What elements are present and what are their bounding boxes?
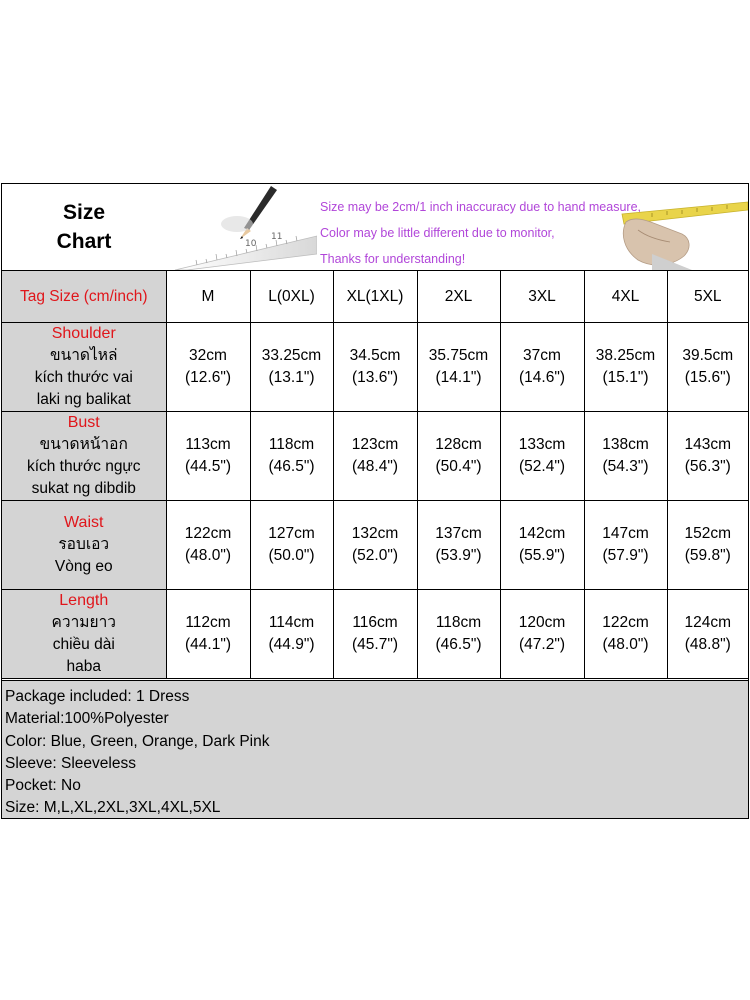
row-label-shoulder: [2, 323, 166, 412]
table-cell: 138cm (54.3"): [584, 412, 667, 501]
label-bust-thai: ขนาดหน้าอก: [39, 436, 128, 453]
table-row-bust: [2, 412, 748, 501]
size-col-5xl: 5XL: [667, 271, 748, 323]
row-label-bust: [2, 412, 166, 501]
measurement-notes: [320, 198, 642, 276]
table-cell: 37cm (14.6"): [500, 323, 584, 412]
row-label-waist: [2, 501, 166, 590]
note-thanks: Thanks for understanding!: [320, 252, 466, 266]
label-shoulder-thai: ขนาดไหล่: [50, 347, 118, 364]
table-cell: 34.5cm (13.6"): [333, 323, 417, 412]
info-color: Color: Blue, Green, Orange, Dark Pink: [5, 732, 270, 750]
table-cell: 147cm (57.9"): [584, 501, 667, 590]
product-info: [2, 680, 748, 818]
table-cell: 35.75cm (14.1"): [417, 323, 500, 412]
table-row-shoulder: [2, 323, 748, 412]
table-cell: 116cm (45.7"): [333, 590, 417, 679]
table-cell: 132cm (52.0"): [333, 501, 417, 590]
table-cell: 118cm (46.5"): [417, 590, 500, 679]
table-cell: 143cm (56.3"): [667, 412, 748, 501]
title-line-2: Chart: [56, 230, 112, 253]
tag-size-label: Tag Size (cm/inch): [2, 271, 166, 323]
note-hand-measure: Size may be 2cm/1 inch inaccuracy due to hand measure,: [320, 200, 642, 214]
label-length-vietnamese: chiều dài: [52, 636, 115, 653]
label-waist-vietnamese: Vòng eo: [54, 558, 113, 575]
label-bust-vietnamese: kích thước ngực: [26, 458, 141, 475]
table-cell: 114cm (44.9"): [250, 590, 333, 679]
table-cell: 112cm (44.1"): [166, 590, 250, 679]
size-col-l: L(0XL): [250, 271, 333, 323]
pencil-ruler-icon: [167, 184, 317, 270]
table-cell: 137cm (53.9"): [417, 501, 500, 590]
chart-header: [2, 184, 748, 271]
table-cell: 118cm (46.5"): [250, 412, 333, 501]
info-material: Material:100%Polyester: [5, 710, 169, 728]
title-line-1: Size: [62, 201, 106, 224]
label-bust: Bust: [67, 414, 100, 431]
table-cell: 120cm (47.2"): [500, 590, 584, 679]
ruler-label-11: 11: [271, 232, 283, 242]
size-col-2xl: 2XL: [417, 271, 500, 323]
table-cell: 142cm (55.9"): [500, 501, 584, 590]
table-cell: 38.25cm (15.1"): [584, 323, 667, 412]
size-chart: [1, 183, 749, 819]
info-sleeve: Sleeve: Sleeveless: [5, 754, 136, 772]
label-shoulder-filipino: laki ng balikat: [36, 391, 131, 408]
row-label-length: [2, 590, 166, 679]
table-row-length: [2, 590, 748, 679]
label-waist-thai: รอบเอว: [58, 536, 110, 553]
label-bust-filipino: sukat ng dibdib: [31, 480, 136, 497]
table-cell: 133cm (52.4"): [500, 412, 584, 501]
table-cell: 152cm (59.8"): [667, 501, 748, 590]
info-pocket: Pocket: No: [5, 777, 81, 795]
size-table: [2, 271, 748, 679]
table-cell: 33.25cm (13.1"): [250, 323, 333, 412]
info-sizes: Size: M,L,XL,2XL,3XL,4XL,5XL: [5, 799, 221, 817]
label-length-thai: ความยาว: [51, 614, 116, 631]
size-col-3xl: 3XL: [500, 271, 584, 323]
size-col-xl: XL(1XL): [333, 271, 417, 323]
label-length: Length: [59, 592, 109, 609]
table-cell: 122cm (48.0"): [166, 501, 250, 590]
size-header-row: [2, 271, 748, 323]
size-chart-title: [2, 184, 166, 270]
measuring-tape-hand-icon: [612, 184, 748, 270]
size-col-4xl: 4XL: [584, 271, 667, 323]
size-col-m: M: [166, 271, 250, 323]
ruler-label-10: 10: [245, 239, 257, 249]
table-cell: 113cm (44.5"): [166, 412, 250, 501]
label-shoulder: Shoulder: [51, 325, 116, 342]
label-shoulder-vietnamese: kích thước vai: [34, 369, 133, 386]
label-length-filipino: haba: [66, 658, 101, 675]
table-cell: 32cm (12.6"): [166, 323, 250, 412]
table-cell: 127cm (50.0"): [250, 501, 333, 590]
label-waist: Waist: [64, 514, 104, 531]
table-cell: 124cm (48.8"): [667, 590, 748, 679]
table-cell: 128cm (50.4"): [417, 412, 500, 501]
info-package: Package included: 1 Dress: [5, 688, 190, 705]
table-row-waist: [2, 501, 748, 590]
table-cell: 123cm (48.4"): [333, 412, 417, 501]
note-color-monitor: Color may be little different due to monitor,: [320, 226, 555, 240]
table-cell: 39.5cm (15.6"): [667, 323, 748, 412]
table-cell: 122cm (48.0"): [584, 590, 667, 679]
